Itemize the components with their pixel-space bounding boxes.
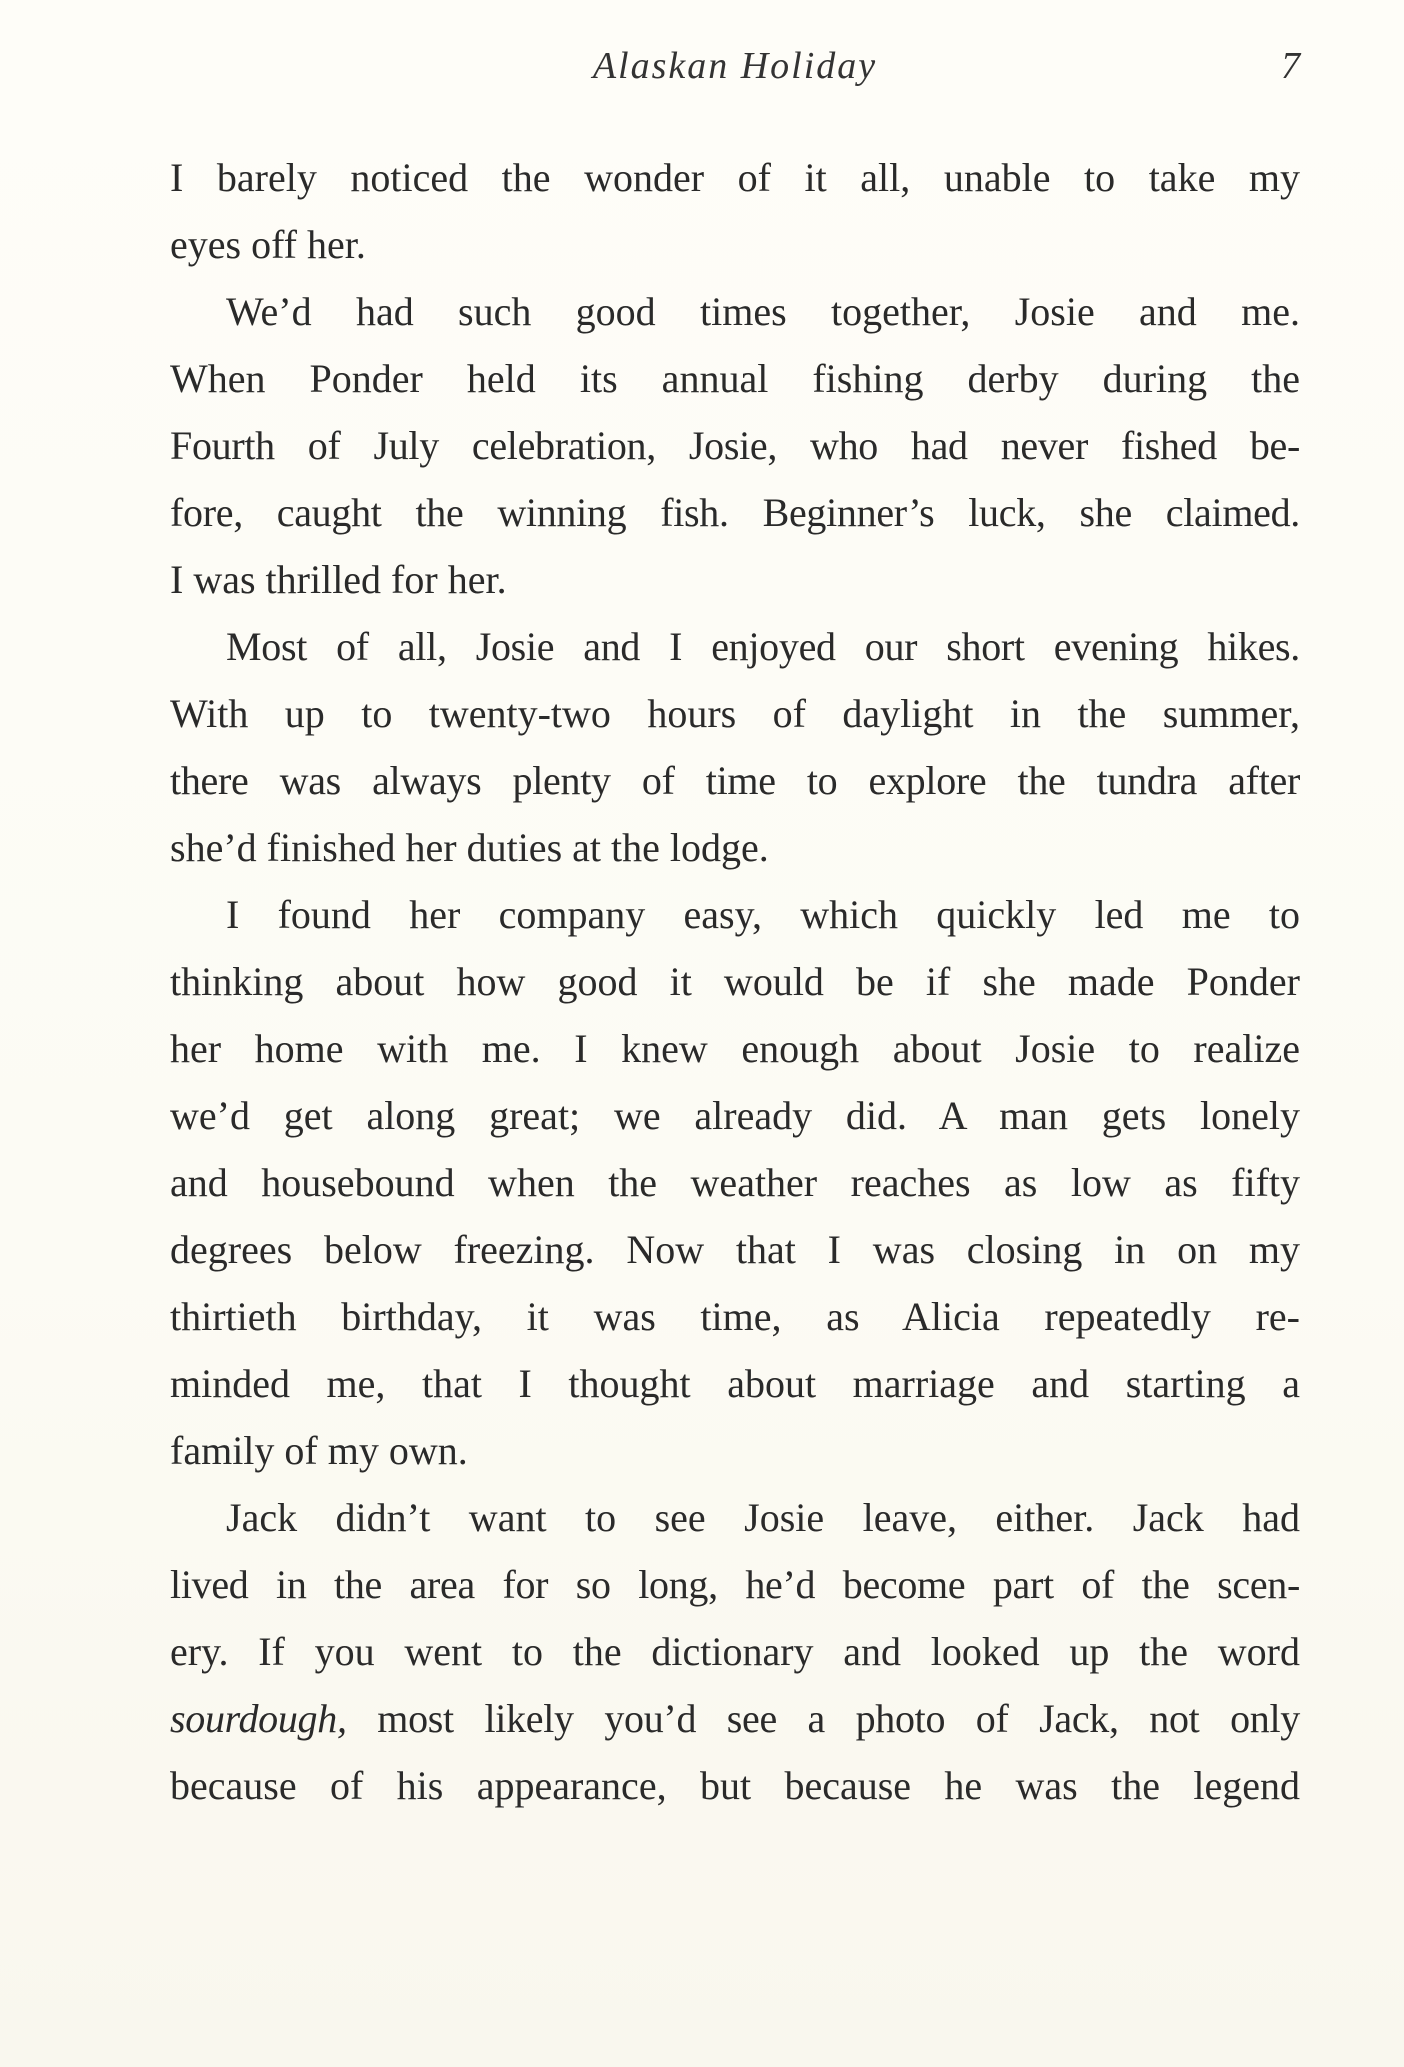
page-number: 7	[1281, 45, 1300, 87]
text-line: When Ponder held its annual fishing derby during the	[170, 356, 1300, 401]
text-line: thirtieth birthday, it was time, as Alicia repeatedly re-	[170, 1294, 1300, 1339]
text-line: there was always plenty of time to explore the tundra after	[170, 758, 1300, 803]
text-line: and housebound when the weather reaches as low as fifty	[170, 1160, 1300, 1205]
running-title: Alaskan Holiday	[592, 45, 878, 87]
text-line: I was thrilled for her.	[170, 557, 507, 602]
text-line: we’d get along great; we already did. A man gets lonely	[170, 1093, 1300, 1138]
text-line: We’d had such good times together, Josie and me.	[226, 289, 1300, 334]
text-line-rest: most likely you’d see a photo of Jack, not only	[346, 1696, 1300, 1741]
text-line: lived in the area for so long, he’d become part of the scen-	[170, 1562, 1300, 1607]
text-line-mixed	[170, 1685, 1300, 1752]
text-line: ery. If you went to the dictionary and looked up the word	[170, 1629, 1300, 1674]
body-text	[170, 144, 1300, 1819]
text-line: fore, caught the winning fish. Beginner’s luck, she claimed.	[170, 490, 1300, 535]
text-line: she’d finished her duties at the lodge.	[170, 825, 769, 870]
text-line: eyes off her.	[170, 222, 366, 267]
text-line: I found her company easy, which quickly led me to	[226, 892, 1300, 937]
text-line: her home with me. I knew enough about Josie to realize	[170, 1026, 1300, 1071]
text-line: family of my own.	[170, 1428, 468, 1473]
text-line: degrees below freezing. Now that I was closing in on my	[170, 1227, 1300, 1272]
text-line: Most of all, Josie and I enjoyed our short evening hikes.	[226, 624, 1300, 669]
running-head	[170, 40, 1300, 100]
text-line: thinking about how good it would be if she made Ponder	[170, 959, 1300, 1004]
text-line: minded me, that I thought about marriage and starting a	[170, 1361, 1300, 1406]
text-line: With up to twenty-two hours of daylight in the summer,	[170, 691, 1300, 736]
text-line: Jack didn’t want to see Josie leave, either. Jack had	[226, 1495, 1300, 1540]
italic-word: sourdough,	[170, 1696, 347, 1741]
text-line: Fourth of July celebration, Josie, who had never fished be-	[170, 423, 1300, 468]
text-line: because of his appearance, but because he was the legend	[170, 1763, 1300, 1808]
text-line: I barely noticed the wonder of it all, unable to take my	[170, 155, 1300, 200]
